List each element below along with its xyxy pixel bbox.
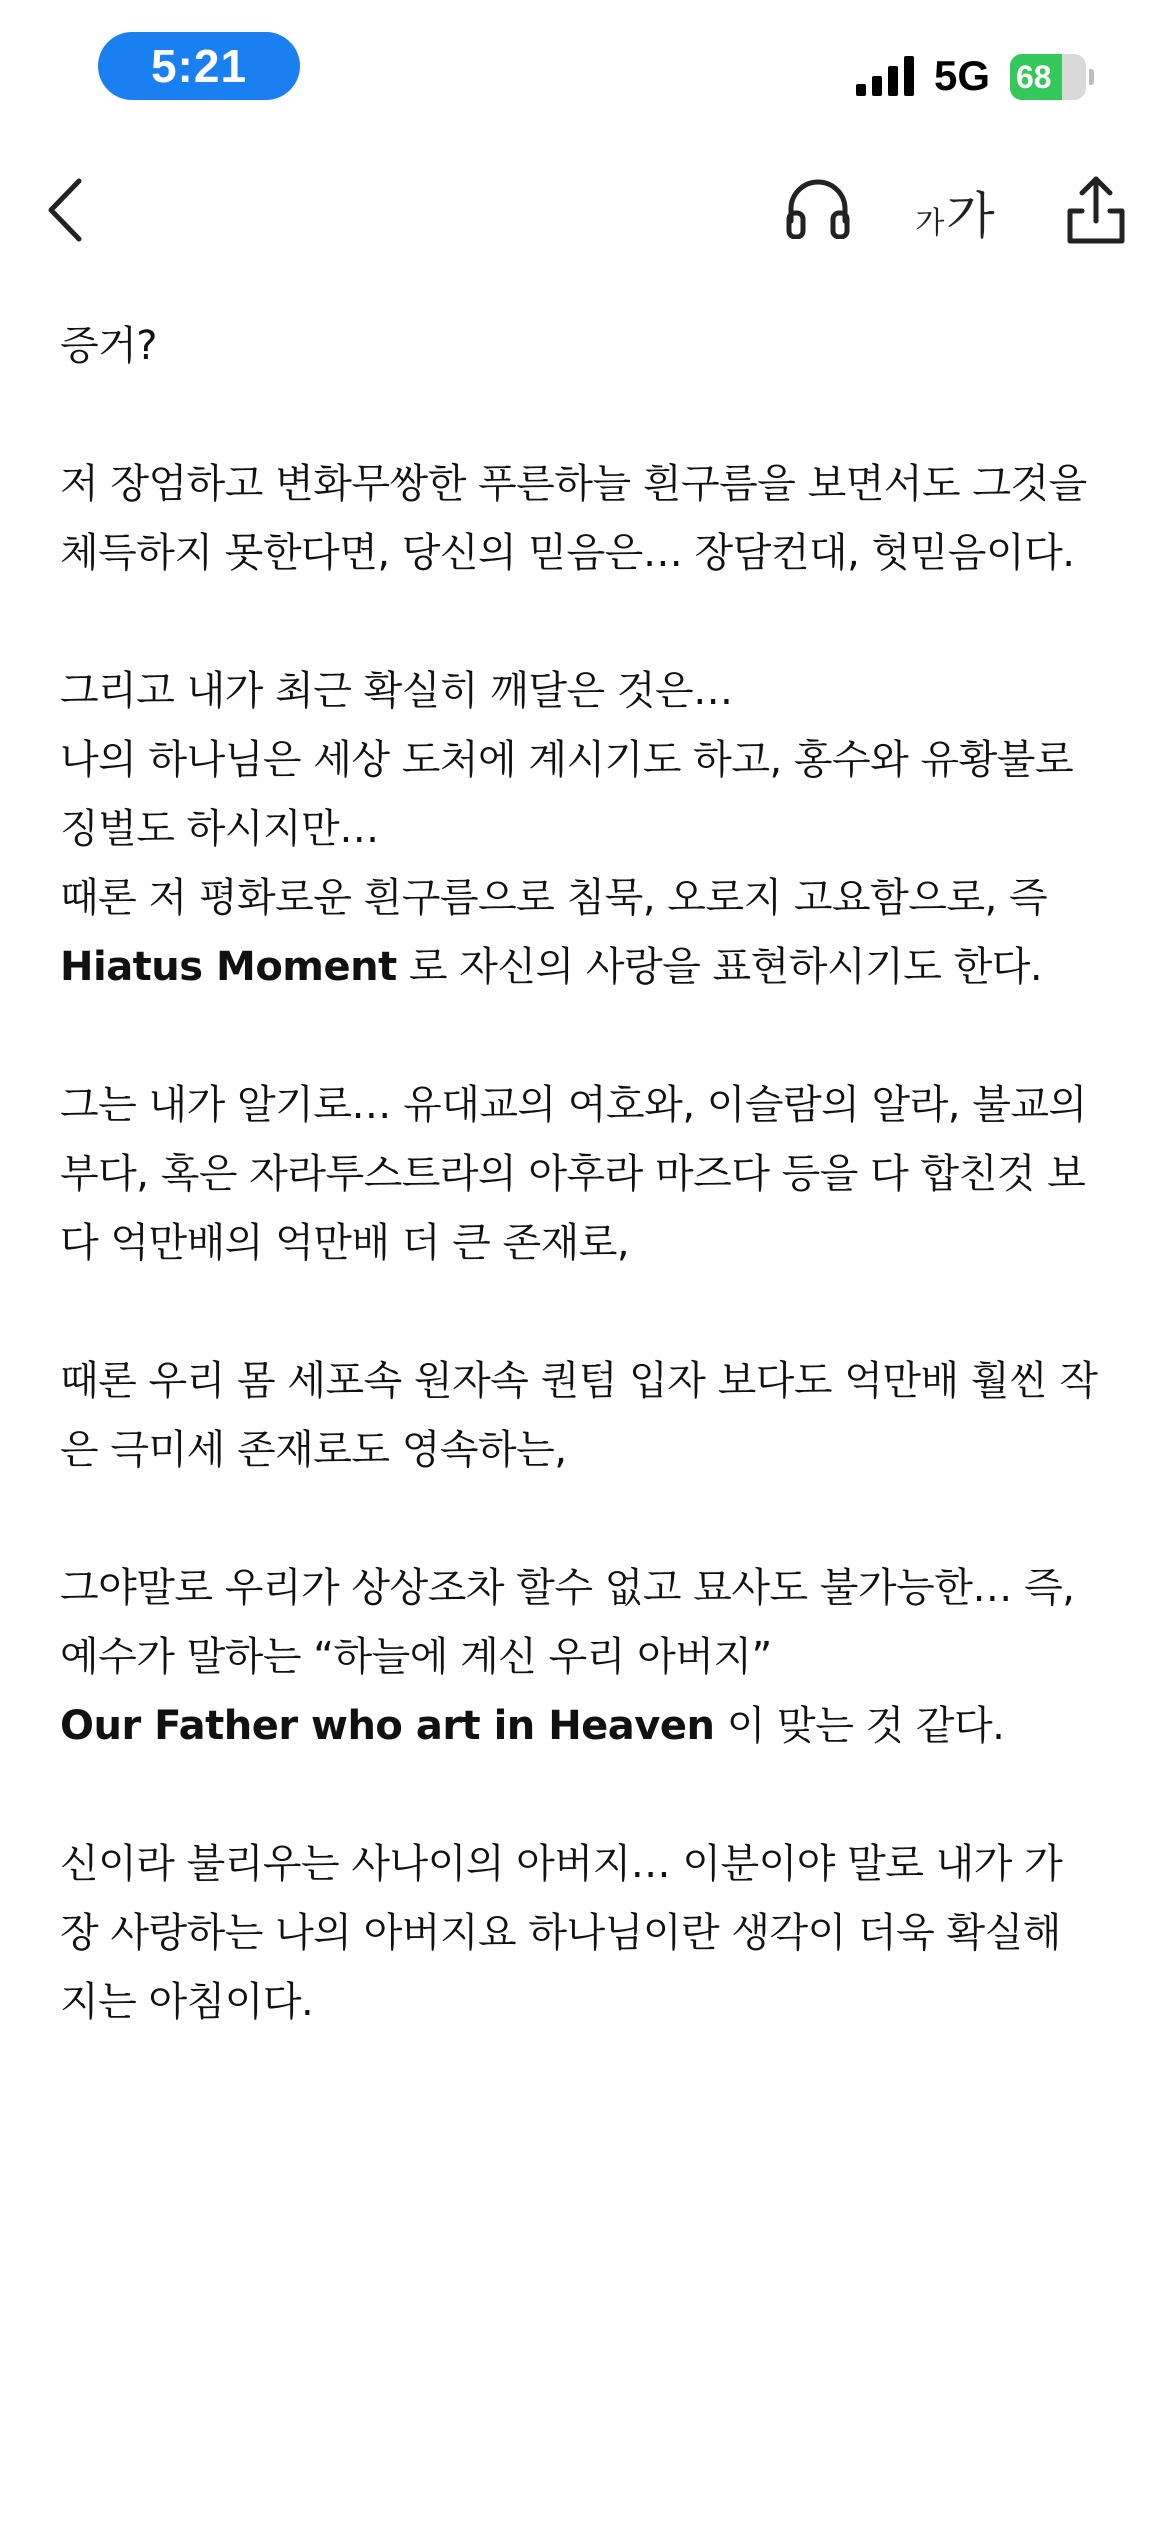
- headphones-icon: [785, 177, 851, 239]
- text-line: 예수가 말하는 “하늘에 계신 우리 아버지”: [60, 1634, 772, 1680]
- battery-indicator: [1010, 54, 1094, 100]
- paragraph-2: [60, 657, 1120, 1002]
- text-line: 그리고 내가 최근 확실히 깨달은 것은…: [60, 668, 733, 714]
- emphasis-rest: 이 맞는 것 같다.: [714, 1703, 1005, 1749]
- status-time[interactable]: 5:21: [98, 32, 300, 100]
- font-size-large-label: 가: [946, 187, 995, 245]
- paragraph-4: [60, 1347, 1120, 1485]
- article-title: 증거?: [60, 323, 158, 369]
- back-button[interactable]: [30, 170, 100, 250]
- text-line: 때론 저 평화로운 흰구름으로 침묵, 오로지 고요함으로, 즉: [60, 875, 1048, 921]
- font-size-small-label: 가: [915, 206, 945, 241]
- text-line: 신이라 불리우는 사나이의 아버지… 이분이야 말로 내가 가: [60, 1841, 1063, 1887]
- battery-body: [1010, 54, 1086, 100]
- text-line: 그는 내가 알기로… 유대교의 여호와, 이슬람의 알라, 불교의: [60, 1082, 1087, 1128]
- network-type: 5G: [934, 52, 991, 99]
- battery-level: 68: [1016, 59, 1052, 95]
- text-line: 장 사랑하는 나의 아버지요 하나님이란 생각이 더욱 확실해: [60, 1910, 1061, 1956]
- chevron-left-icon: [45, 177, 85, 243]
- status-bar: [0, 0, 1170, 140]
- battery-cap: [1089, 69, 1094, 85]
- emphasis-term: Hiatus Moment: [60, 944, 397, 990]
- text-line: 부다, 혹은 자라투스트라의 아후라 마즈다 등을 다 합친것 보: [60, 1151, 1086, 1197]
- cellular-signal-icon: [856, 56, 916, 96]
- emphasis-term: Our Father who art in Heaven: [60, 1703, 715, 1749]
- paragraph-1: [60, 450, 1120, 588]
- text-line: 그야말로 우리가 상상조차 할수 없고 묘사도 불가능한… 즉,: [60, 1565, 1075, 1611]
- paragraph-3: [60, 1071, 1120, 1278]
- text-line: 징벌도 하시지만…: [60, 806, 379, 852]
- text-line: 지는 아침이다.: [60, 1979, 314, 2025]
- article-body: [60, 312, 1120, 2106]
- text-line: [60, 1692, 1120, 1761]
- share-button[interactable]: [1056, 168, 1136, 252]
- text-line: 저 장엄하고 변화무쌍한 푸른하늘 흰구름을 보면서도 그것을: [60, 461, 1087, 507]
- text-line: 다 억만배의 억만배 더 큰 존재로,: [60, 1220, 630, 1266]
- text-line: [60, 933, 1120, 1002]
- emphasis-rest: 로 자신의 사랑을 표현하시기도 한다.: [396, 944, 1043, 990]
- share-icon: [1064, 175, 1128, 245]
- text-line: 은 극미세 존재로도 영속하는,: [60, 1427, 567, 1473]
- font-size-button[interactable]: [900, 168, 1010, 248]
- nav-bar: [0, 150, 1170, 270]
- paragraph-6: [60, 1830, 1120, 2037]
- text-line: 체득하지 못한다면, 당신의 믿음은… 장담컨대, 헛믿음이다.: [60, 530, 1075, 576]
- article-title-paragraph: [60, 312, 1120, 381]
- text-line: 때론 우리 몸 세포속 원자속 퀀텀 입자 보다도 억만배 훨씬 작: [60, 1358, 1098, 1404]
- text-line: 나의 하나님은 세상 도처에 계시기도 하고, 홍수와 유황불로: [60, 737, 1074, 783]
- listen-button[interactable]: [778, 168, 858, 248]
- paragraph-5: [60, 1554, 1120, 1761]
